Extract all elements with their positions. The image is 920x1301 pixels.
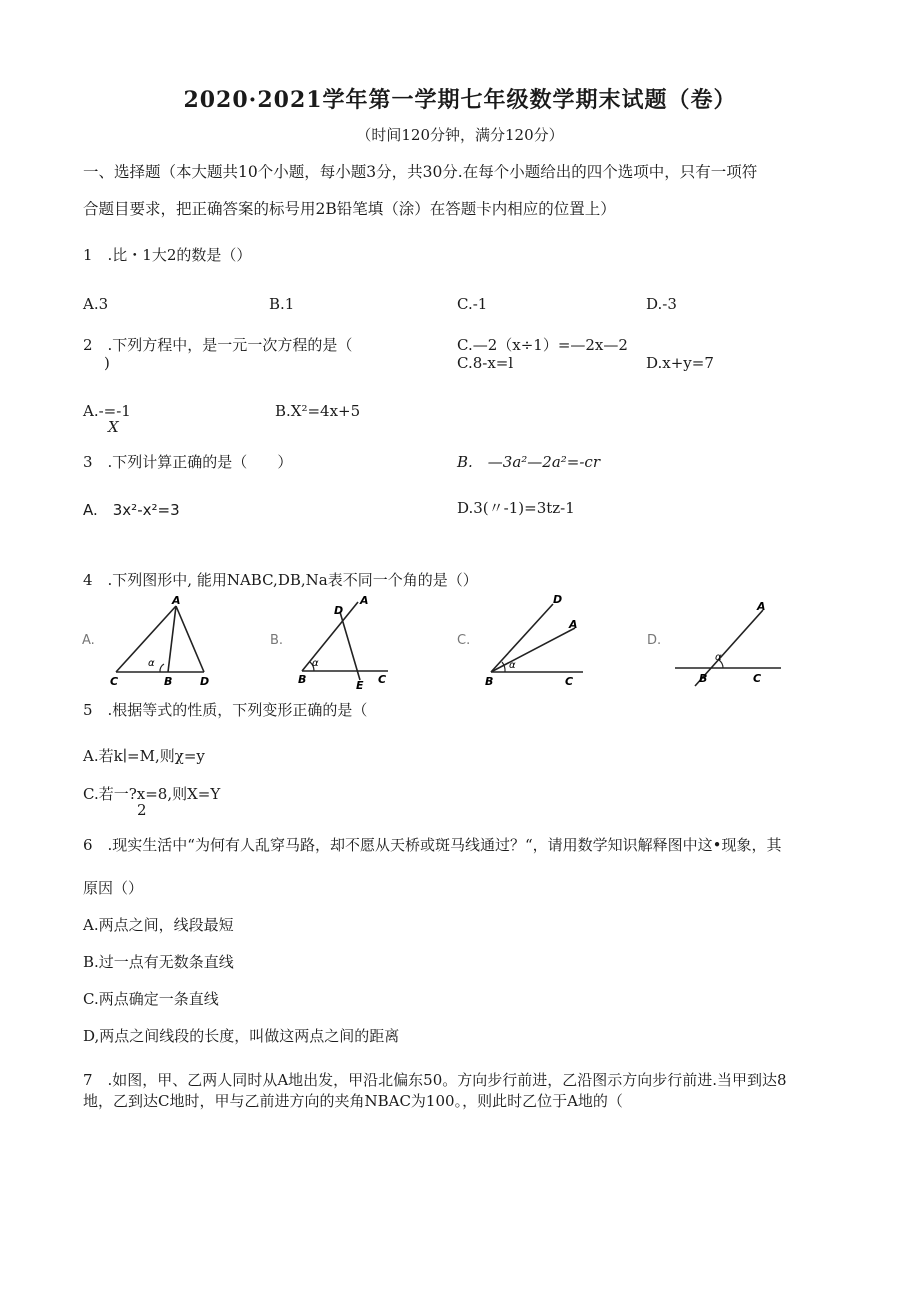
fig-a-point-b: B <box>164 675 173 688</box>
fig-b-label: B. <box>270 633 284 648</box>
page-title: 2020·2021学年第一学期七年级数学期末试题（卷） <box>183 87 737 113</box>
q4-figure-d <box>645 590 795 692</box>
q6-stem-line1: 6 .现实生活中“为何有人乱穿马路，却不愿从天桥或斑马线通过？“，请用数学知识解释图中这•现象，其 <box>83 836 782 854</box>
q5-option-c-denominator: 2 <box>137 801 147 819</box>
q3-option-b: B. —3a²—2a²=-cr <box>457 453 600 471</box>
fig-a-label: A. <box>82 633 95 648</box>
q4-stem: 4 .下列图形中, 能用NABC,DB,Na表不同一个角的是（） <box>83 571 478 589</box>
q4-figure-b <box>268 590 398 692</box>
fig-d-label: D. <box>647 633 662 648</box>
q3-option-d: D.3(〃-1)=3tz-1 <box>457 499 575 517</box>
q4-figure-a <box>80 592 230 692</box>
fig-a-point-a: A <box>172 594 181 607</box>
q5-option-c: C.若一?x=8,则X=Y <box>83 785 221 803</box>
q4-figure-c <box>455 590 595 692</box>
q3-option-a: A. 3x²-x²=3 <box>83 501 180 519</box>
fig-b-point-a: A <box>360 594 369 607</box>
q6-option-d: D,两点之间线段的长度，叫做这两点之间的距离 <box>83 1027 400 1045</box>
fig-c-label: C. <box>457 633 471 648</box>
fig-d-point-c: C <box>753 672 762 685</box>
fig-b-angle: α <box>312 658 319 669</box>
q1-option-a: A.3 <box>83 295 109 313</box>
q2-stem-line1: 2 .下列方程中，是一元一次方程的是（ <box>83 336 353 354</box>
fig-b-point-b: B <box>298 673 307 686</box>
fig-c-point-d: D <box>553 593 563 606</box>
q2-option-a-denominator: X <box>108 418 119 436</box>
q6-stem-line2: 原因（） <box>83 879 144 897</box>
q1-option-d: D.-3 <box>646 295 677 313</box>
fig-a-point-c: C <box>110 675 119 688</box>
fig-d-angle: α <box>715 652 722 663</box>
q5-option-a: A.若k∣=M,则χ=y <box>83 747 205 765</box>
q6-option-a: A.两点之间，线段最短 <box>83 916 234 934</box>
fig-c-point-c: C <box>565 675 574 688</box>
q2-option-b: B.X²=4x+5 <box>275 402 361 420</box>
q2-option-c2: C.8-x=l <box>457 354 514 372</box>
q3-stem: 3 .下列计算正确的是（ ） <box>83 453 293 471</box>
q1-option-c: C.-1 <box>457 295 488 313</box>
fig-a-angle: α <box>148 658 155 669</box>
q6-option-b: B.过一点有无数条直线 <box>83 953 234 971</box>
fig-a-point-d: D <box>200 675 210 688</box>
q5-stem: 5 .根据等式的性质，下列变形正确的是（ <box>83 701 368 719</box>
q6-option-c: C.两点确定一条直线 <box>83 990 219 1008</box>
fig-c-point-a: A <box>569 618 578 631</box>
q2-option-a: A.-=-1 <box>83 402 131 420</box>
fig-d-point-b: B <box>699 672 708 685</box>
q1-stem: 1 .比・1大2的数是（） <box>83 246 252 264</box>
fig-b-point-e: E <box>356 679 364 692</box>
q2-stem-line2: ) <box>104 354 110 372</box>
q2-option-c1: C.—2（x÷1）=—2x—2 <box>457 336 628 354</box>
fig-b-point-c: C <box>378 673 387 686</box>
fig-c-angle: α <box>509 660 516 671</box>
q2-option-d: D.x+y=7 <box>646 354 714 372</box>
section-instructions-line2: 合题目要求，把正确答案的标号用2B铅笔填（涂）在答题卡内相应的位置上） <box>83 200 616 218</box>
q7-stem-line2: 地，乙到达C地时，甲与乙前进方向的夹角NBAC为100。，则此时乙位于A地的（ <box>83 1092 623 1110</box>
q7-stem-line1: 7 .如图，甲、乙两人同时从A地出发，甲沿北偏东50。方向步行前进，乙沿图示方向步行前进.当甲到达8 <box>83 1071 787 1089</box>
fig-d-point-a: A <box>757 600 766 613</box>
exam-subtitle: （时间120分钟，满分120分） <box>356 126 564 144</box>
q1-option-b: B.1 <box>269 295 295 313</box>
fig-c-point-b: B <box>485 675 494 688</box>
fig-b-point-d: D <box>334 604 344 617</box>
section-instructions-line1: 一、选择题（本大题共10个小题，每小题3分，共30分.在每个小题给出的四个选项中，只有一项符 <box>83 163 758 181</box>
